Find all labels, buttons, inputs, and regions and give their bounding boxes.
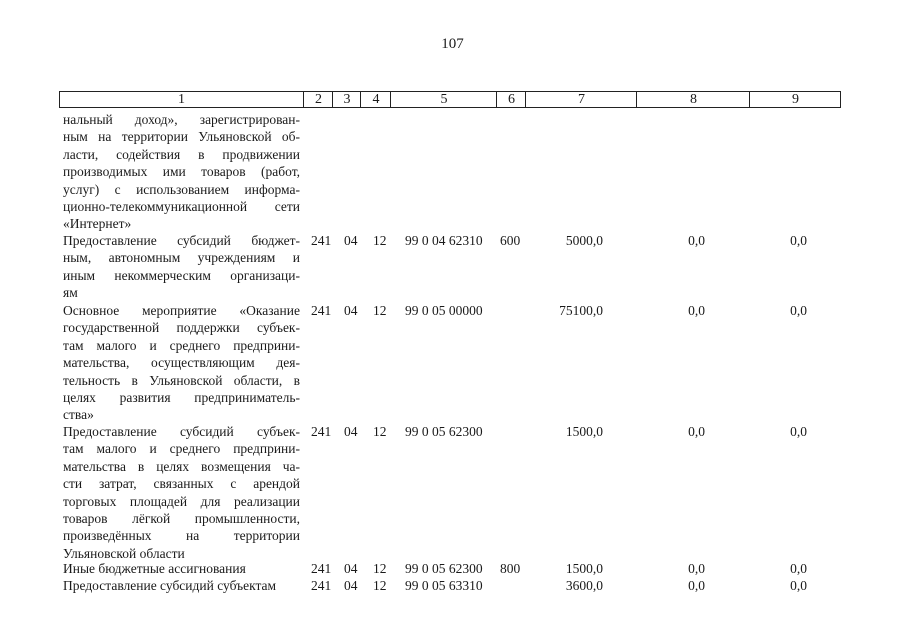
row-description: [63, 423, 300, 562]
description-line: иным некоммерческим организаци-: [63, 267, 300, 283]
cell-col-5: 99 0 05 00000: [405, 303, 483, 318]
cell-col-9: 0,0: [790, 424, 807, 439]
header-col-9: 9: [749, 92, 841, 107]
row-description: [63, 302, 300, 424]
cell-col-3: 04: [344, 424, 358, 439]
row-description: [63, 560, 300, 577]
description-line: ства»: [63, 407, 94, 423]
header-col-6: 6: [496, 92, 526, 107]
description-line: Предоставление субсидий субъектам: [63, 578, 277, 593]
cell-col-4: 12: [373, 561, 387, 576]
cell-col-9: 0,0: [790, 561, 807, 576]
row-description: [63, 111, 300, 233]
cell-col-2: 241: [311, 303, 332, 318]
description-line: «Интернет»: [63, 216, 132, 232]
header-col-1: 1: [178, 92, 185, 107]
description-line: ционно-телекоммуникационной сети: [63, 199, 300, 215]
description-line: мательства в целях возмещения ча-: [63, 458, 300, 474]
description-line: Предоставление субсидий субъек-: [63, 424, 300, 439]
cell-col-5: 99 0 05 62300: [405, 424, 483, 439]
description-line: ям: [63, 285, 78, 301]
description-line: мательства, осуществляющим дея-: [63, 355, 300, 371]
cell-col-2: 241: [311, 578, 332, 593]
cell-col-6: 600: [500, 233, 521, 248]
description-line: ным на территории Ульяновской об-: [63, 129, 300, 145]
cell-col-8: 0,0: [688, 424, 705, 439]
table-header: [59, 91, 841, 108]
cell-col-7: 1500,0: [565, 424, 603, 439]
cell-col-7: 3600,0: [565, 578, 603, 593]
description-line: ным, автономным учреждениям и: [63, 250, 300, 266]
description-line: там малого и среднего предприни-: [63, 337, 300, 353]
description-line: Основное мероприятие «Оказание: [63, 303, 300, 318]
cell-col-9: 0,0: [790, 233, 807, 248]
header-col-3: 3: [332, 92, 361, 107]
cell-col-3: 04: [344, 561, 358, 576]
row-description: [63, 577, 300, 594]
header-col-4: 4: [360, 92, 391, 107]
cell-col-9: 0,0: [790, 578, 807, 593]
description-line: целях развития предприниматель-: [63, 390, 300, 406]
cell-col-8: 0,0: [688, 561, 705, 576]
cell-col-5: 99 0 05 63310: [405, 578, 483, 593]
cell-col-5: 99 0 04 62310: [405, 233, 483, 248]
cell-col-7: 75100,0: [559, 303, 603, 318]
cell-col-4: 12: [373, 303, 387, 318]
description-line: товаров лёгкой промышленности,: [63, 511, 300, 527]
cell-col-6: 800: [500, 561, 521, 576]
cell-col-5: 99 0 05 62300: [405, 561, 483, 576]
description-line: тельность в Ульяновской области, в: [63, 372, 300, 388]
header-col-5: 5: [390, 92, 497, 107]
row-description: [63, 232, 300, 302]
description-line: услуг) с использованием информа-: [63, 181, 300, 197]
description-line: Предоставление субсидий бюджет-: [63, 233, 300, 248]
cell-col-8: 0,0: [688, 578, 705, 593]
header-col-8: 8: [636, 92, 750, 107]
cell-col-2: 241: [311, 233, 332, 248]
header-col-7: 7: [525, 92, 637, 107]
cell-col-8: 0,0: [688, 303, 705, 318]
cell-col-8: 0,0: [688, 233, 705, 248]
description-line: сти затрат, связанных с арендой: [63, 476, 300, 492]
description-line: Иные бюджетные ассигнования: [63, 561, 246, 576]
cell-col-3: 04: [344, 233, 358, 248]
description-line: торговых площадей для реализации: [63, 493, 300, 509]
description-line: Ульяновской области: [63, 545, 185, 561]
cell-col-2: 241: [311, 424, 332, 439]
description-line: ласти, содействия в продвижении: [63, 146, 300, 162]
cell-col-7: 1500,0: [565, 561, 603, 576]
description-line: произведённых на территории: [63, 528, 300, 544]
description-line: там малого и среднего предприни-: [63, 441, 300, 457]
header-col-2: 2: [303, 92, 333, 107]
cell-col-4: 12: [373, 424, 387, 439]
cell-col-7: 5000,0: [565, 233, 603, 248]
cell-col-4: 12: [373, 233, 387, 248]
cell-col-3: 04: [344, 578, 358, 593]
cell-col-3: 04: [344, 303, 358, 318]
cell-col-9: 0,0: [790, 303, 807, 318]
cell-col-4: 12: [373, 578, 387, 593]
description-line: производимых ими товаров (работ,: [63, 164, 300, 180]
description-line: государственной поддержки субъек-: [63, 320, 300, 336]
page-number: 107: [441, 36, 464, 52]
cell-col-2: 241: [311, 561, 332, 576]
description-line: нальный доход», зарегистрирован-: [63, 112, 300, 127]
